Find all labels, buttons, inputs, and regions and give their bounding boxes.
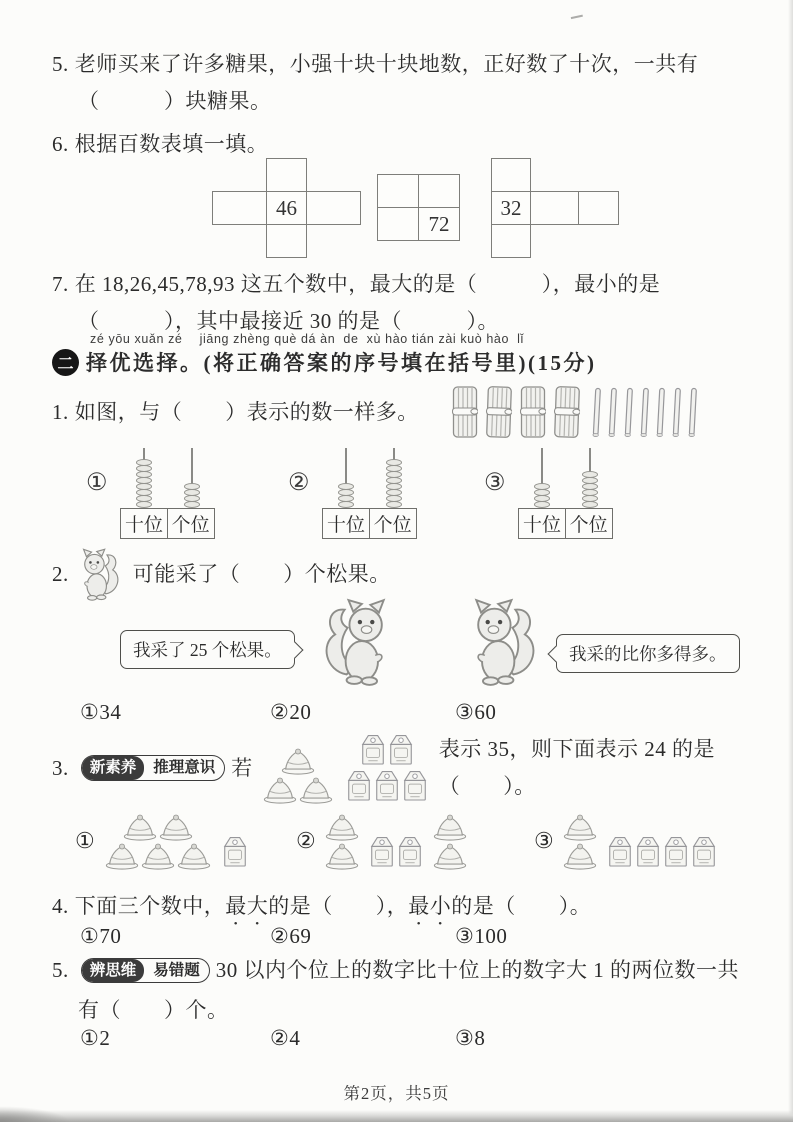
tag-badge-outline: 易错题 <box>153 961 200 979</box>
milk-carton-icon <box>387 732 415 768</box>
stick-icon <box>592 387 602 439</box>
hundred-chart-cross-figure <box>212 158 362 258</box>
milk-carton-icon <box>690 834 718 870</box>
tens-rod <box>120 448 168 508</box>
ones-rod <box>370 448 418 508</box>
choice-question-4: 4. 下面三个数中，最大的是（ ），最小的是（ ）。 <box>52 894 592 918</box>
cake-icon <box>104 841 140 870</box>
tag-badge-filled: 新素养 <box>82 756 145 780</box>
rebus-option-3: ③ <box>534 812 718 870</box>
grid-cell <box>418 174 460 208</box>
speech-bubble-left: 我采了 25 个松果。 <box>120 630 295 669</box>
grid-cell <box>266 158 307 192</box>
abacus-rods <box>518 448 614 508</box>
grid-cell <box>578 191 619 225</box>
bundle-icon <box>452 385 478 439</box>
milk-carton-icon <box>634 834 662 870</box>
grid-cell-value: 46 <box>266 191 307 225</box>
rebus-option-1: ① <box>75 812 249 870</box>
ones-beads <box>582 472 598 508</box>
abacus-bead <box>582 501 598 508</box>
option-label: ② <box>288 470 310 496</box>
hundred-chart-tshape-figure <box>491 158 621 258</box>
carton-group <box>606 834 718 870</box>
milk-carton-icon <box>396 834 424 870</box>
question-number: 7. <box>52 272 69 296</box>
tens-place-label: 十位 <box>518 508 566 539</box>
grid-cell <box>377 207 419 241</box>
option-3: ③100 <box>455 924 508 948</box>
question-5-line1: 5. 老师买来了许多糖果，小强十块十块地数，正好数了十次，一共有 <box>52 52 699 76</box>
grid-cell <box>306 191 361 225</box>
choice-question-2 <box>52 556 391 602</box>
scan-edge-right <box>788 0 793 1122</box>
option-1: ①2 <box>80 1026 111 1050</box>
question-tags <box>81 755 226 781</box>
stick-icon <box>688 387 698 439</box>
place-value-labels <box>518 508 614 539</box>
section-title: 择优选择。(将正确答案的序号填在括号里)(15分) <box>86 351 597 375</box>
abacus-bead <box>338 501 354 508</box>
carton-group <box>221 834 249 870</box>
rod-line <box>345 448 347 484</box>
cake-icon <box>122 812 158 841</box>
hundred-chart-square-figure <box>377 174 461 242</box>
rebus-picture <box>560 812 718 870</box>
cake-group <box>101 812 215 870</box>
tens-beads <box>338 484 354 508</box>
question-2-text: 可能采了（ ）个松果。 <box>132 562 391 586</box>
choice-question-5: 5. 辨思维 易错题 30 以内个位上的数字比十位上的数字大 1 的两位数一共 <box>52 952 773 989</box>
milk-carton-icon <box>662 834 690 870</box>
cake-icon <box>176 841 212 870</box>
question-number: 5. <box>52 958 69 982</box>
question-number: 3. <box>52 755 69 780</box>
question-5-fill <box>52 46 765 120</box>
grid-cell <box>491 224 531 258</box>
abacus-rods <box>322 448 418 508</box>
abacus-bead <box>184 501 200 508</box>
option-label: ① <box>86 470 108 496</box>
place-value-labels <box>120 508 216 539</box>
cake-icon <box>262 775 298 804</box>
carton-group <box>341 732 433 804</box>
question-number: 4. <box>52 894 69 918</box>
carton-group <box>368 834 424 870</box>
question-5-line2: （ ）块糖果。 <box>78 89 272 113</box>
cake-group <box>259 746 337 804</box>
option-label: ③ <box>484 470 506 496</box>
rebus-option-2: ② <box>296 812 470 870</box>
rebus-picture <box>322 812 470 870</box>
question-number: 1. <box>52 400 69 424</box>
choice-question-1: 1. 如图，与（ ）表示的数一样多。 <box>52 400 419 424</box>
rebus-picture <box>101 812 249 870</box>
section-number-badge: 二 <box>52 349 79 376</box>
choice-question-3: 3. 新素养 推理意识 若 表示 35，则下面表示 24 的是（ ）。 <box>52 726 773 810</box>
question-number: 2. <box>52 562 69 586</box>
option-3: ③8 <box>455 1026 486 1050</box>
grid-cell <box>530 191 579 225</box>
cake-icon <box>140 841 176 870</box>
question-6-fill: 6. 根据百数表填一填。 <box>52 132 269 156</box>
grid-cell-value: 72 <box>418 207 460 241</box>
cake-icon <box>280 746 316 775</box>
speech-bubble-right: 我采的比你多得多。 <box>556 634 740 673</box>
milk-carton-icon <box>359 732 387 768</box>
cake-icon <box>562 841 598 870</box>
question-7-line1: 7. 在 18,26,45,78,93 这五个数中，最大的是（ ），最小的是 <box>52 272 661 296</box>
scan-edge-corner <box>0 1106 70 1122</box>
tag-badge-outline: 推理意识 <box>153 759 216 777</box>
option-2: ②20 <box>270 700 312 724</box>
cake-group <box>322 812 362 870</box>
cake-icon <box>432 812 468 841</box>
option-1: ①34 <box>80 700 122 724</box>
section-2-header <box>52 347 596 377</box>
ones-rod <box>566 448 614 508</box>
abacus-bead <box>534 501 550 508</box>
milk-carton-icon <box>368 834 396 870</box>
milk-carton-icon <box>345 768 373 804</box>
tens-beads <box>534 484 550 508</box>
cake-group <box>560 812 600 870</box>
cake-icon <box>158 812 194 841</box>
option-2: ②69 <box>270 924 312 948</box>
option-3: ③60 <box>455 700 497 724</box>
cake-icon <box>324 812 360 841</box>
cake-icon <box>324 841 360 870</box>
tens-place-label: 十位 <box>322 508 370 539</box>
abacus-option-2 <box>288 448 418 539</box>
option-1: ①70 <box>80 924 122 948</box>
milk-carton-icon <box>221 834 249 870</box>
question-tags <box>81 958 210 984</box>
grid-cell <box>266 224 307 258</box>
stick-icon <box>672 387 682 439</box>
tens-rod <box>322 448 370 508</box>
place-value-labels <box>322 508 418 539</box>
abacus-option-1 <box>86 448 216 539</box>
milk-carton-icon <box>401 768 429 804</box>
stick-icon <box>656 387 666 439</box>
question-number: 5. <box>52 52 69 76</box>
bundle-icon <box>520 385 546 439</box>
cake-icon <box>562 812 598 841</box>
squirrel-icon <box>462 598 542 688</box>
grid-cell <box>212 191 267 225</box>
ones-rod <box>168 448 216 508</box>
cake-group <box>430 812 470 870</box>
stick-icon <box>608 387 618 439</box>
milk-carton-icon <box>606 834 634 870</box>
ones-place-label: 个位 <box>565 508 613 539</box>
rod-line <box>191 448 193 484</box>
tag-badge-filled: 辨思维 <box>82 959 145 983</box>
grid-cell-value: 32 <box>491 191 531 225</box>
rebus-example-picture <box>259 732 433 804</box>
squirrel-icon <box>318 598 398 688</box>
ones-place-label: 个位 <box>167 508 215 539</box>
ones-beads <box>184 484 200 508</box>
bundle-icon <box>485 385 513 440</box>
cake-icon <box>432 841 468 870</box>
question-number: 6. <box>52 132 69 156</box>
abacus-bead <box>386 501 402 508</box>
milk-carton-icon <box>373 768 401 804</box>
ones-beads <box>386 460 402 508</box>
abacus-rods <box>120 448 216 508</box>
scan-artifact-mark <box>569 7 583 19</box>
squirrel-icon <box>75 548 123 602</box>
bundle-icon <box>553 385 581 440</box>
tens-place-label: 十位 <box>120 508 168 539</box>
stick-icon <box>640 387 650 439</box>
grid-cell <box>491 158 531 192</box>
emphasized-text: 最小 <box>408 894 452 918</box>
question-5-line2: 有（ ）个。 <box>78 998 229 1022</box>
section-pinyin: zé yōu xuǎn zé jiāng zhèng què dá àn de xù hào tián zài kuò hào lǐ <box>90 332 524 346</box>
single-sticks <box>592 387 698 439</box>
ones-place-label: 个位 <box>369 508 417 539</box>
abacus-bead <box>136 501 152 508</box>
option-2: ②4 <box>270 1026 301 1050</box>
stick-icon <box>624 387 634 439</box>
abacus-option-3 <box>484 448 614 539</box>
tens-beads <box>136 460 152 508</box>
rod-line <box>589 448 591 472</box>
rod-line <box>541 448 543 484</box>
emphasized-text: 最大 <box>225 894 269 918</box>
scan-edge-bottom <box>0 1110 793 1122</box>
tens-rod <box>518 448 566 508</box>
counting-sticks-picture <box>452 385 698 439</box>
cake-icon <box>298 775 334 804</box>
page-footer: 第2页，共5页 <box>343 1084 450 1103</box>
grid-cell <box>377 174 419 208</box>
stick-bundles <box>452 385 580 439</box>
question-7-line2: （ ），其中最接近 30 的是（ ）。 <box>78 309 499 333</box>
